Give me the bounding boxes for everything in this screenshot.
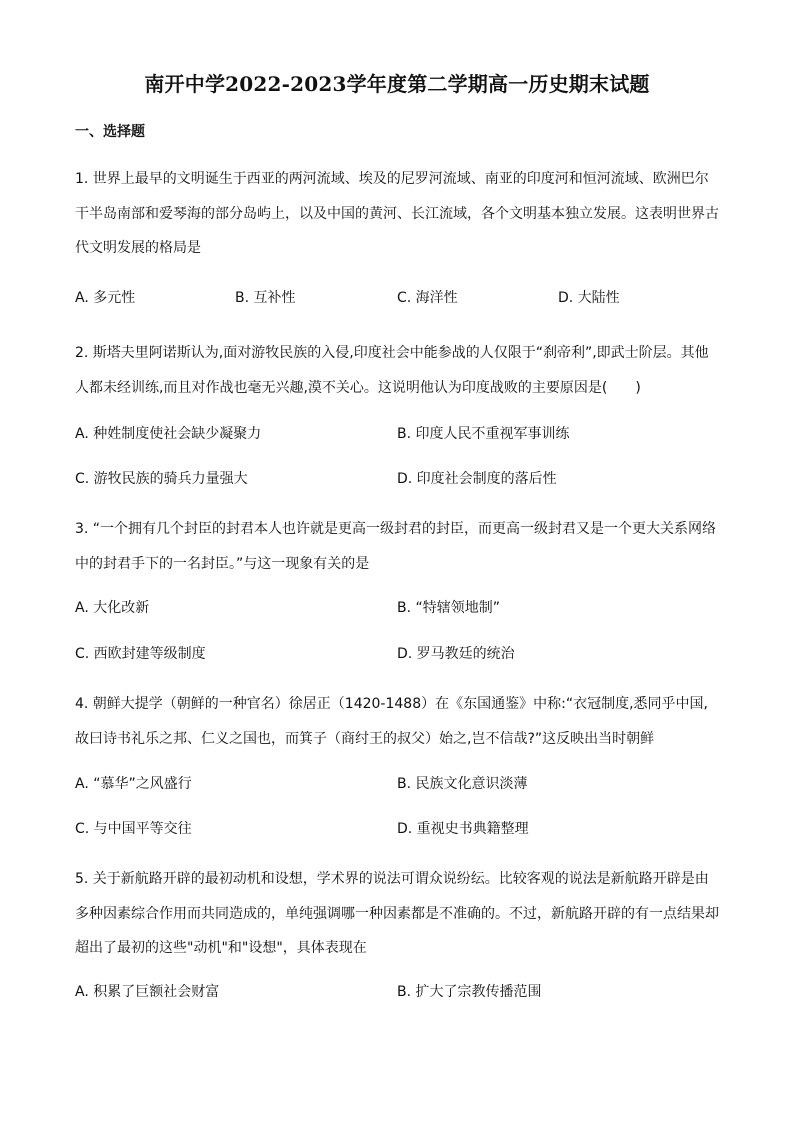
question-4-stem: 4. 朝鲜大提学（朝鲜的一种官名）徐居正（1420-1488）在《东国通鉴》中称:“衣冠制度,悉同乎中国,故曰诗书礼乐之邦、仁义之国也，而箕子（商纣王的叔父）始之,岂不信哉?”这反映出当时朝鲜: [75, 696, 708, 747]
question-1-option-d[interactable]: D. 大陆性: [558, 290, 620, 306]
question-1-option-a[interactable]: A. 多元性: [75, 290, 136, 306]
question-2-option-c[interactable]: C. 游牧民族的骑兵力量强大: [75, 471, 248, 487]
question-4-option-b[interactable]: B. 民族文化意识淡薄: [397, 776, 528, 792]
section-heading: 一、选择题: [75, 124, 145, 140]
question-4-option-c[interactable]: C. 与中国平等交往: [75, 821, 192, 837]
question-3-option-d[interactable]: D. 罗马教廷的统治: [397, 646, 515, 662]
question-1-stem: 1. 世界上最早的文明诞生于西亚的两河流域、埃及的尼罗河流域、南亚的印度河和恒河流域、欧洲巴尔干半岛南部和爱琴海的部分岛屿上，以及中国的黄河、长江流域，各个文明基本独立发展。这表明世界古代文明发展的格局是: [75, 171, 719, 256]
question-5-option-b[interactable]: B. 扩大了宗教传播范围: [397, 984, 542, 1000]
question-3-option-a[interactable]: A. 大化改新: [75, 600, 150, 616]
question-1-option-b[interactable]: B. 互补性: [235, 290, 296, 306]
question-1-option-c[interactable]: C. 海洋性: [397, 290, 458, 306]
page-title: 南开中学2022-2023学年度第二学期高一历史期末试题: [144, 72, 650, 96]
question-2-option-b[interactable]: B. 印度人民不重视军事训练: [397, 426, 570, 442]
question-4-option-d[interactable]: D. 重视史书典籍整理: [397, 821, 529, 837]
question-2-stem: 2. 斯塔夫里阿诺斯认为,面对游牧民族的入侵,印度社会中能参战的人仅限于“刹帝利”,即武士阶层。其他人都未经训练,而且对作战也毫无兴趣,漠不关心。这说明他认为印度战败的主要原因是( ): [75, 345, 709, 396]
question-3-option-c[interactable]: C. 西欧封建等级制度: [75, 646, 206, 662]
question-4-option-a[interactable]: A. “慕华”之风盛行: [75, 776, 192, 792]
question-5-option-a[interactable]: A. 积累了巨额社会财富: [75, 984, 220, 1000]
question-3-stem: 3. “一个拥有几个封臣的封君本人也许就是更高一级封君的封臣，而更高一级封君又是一个更大关系网络中的封君手下的一名封臣。”与这一现象有关的是: [75, 521, 717, 572]
question-5-stem: 5. 关于新航路开辟的最初动机和设想，学术界的说法可谓众说纷纭。比较客观的说法是新航路开辟是由多种因素综合作用而共同造成的，单纯强调哪一种因素都是不准确的。不过，新航路开辟的有一点结果却超出了最初的这些"动机"和"设想"，具体表现在: [75, 871, 719, 956]
question-3-option-b[interactable]: B. “特辖领地制”: [397, 600, 501, 616]
question-2-option-a[interactable]: A. 种姓制度使社会缺少凝聚力: [75, 426, 262, 442]
question-2-option-d[interactable]: D. 印度社会制度的落后性: [397, 471, 557, 487]
